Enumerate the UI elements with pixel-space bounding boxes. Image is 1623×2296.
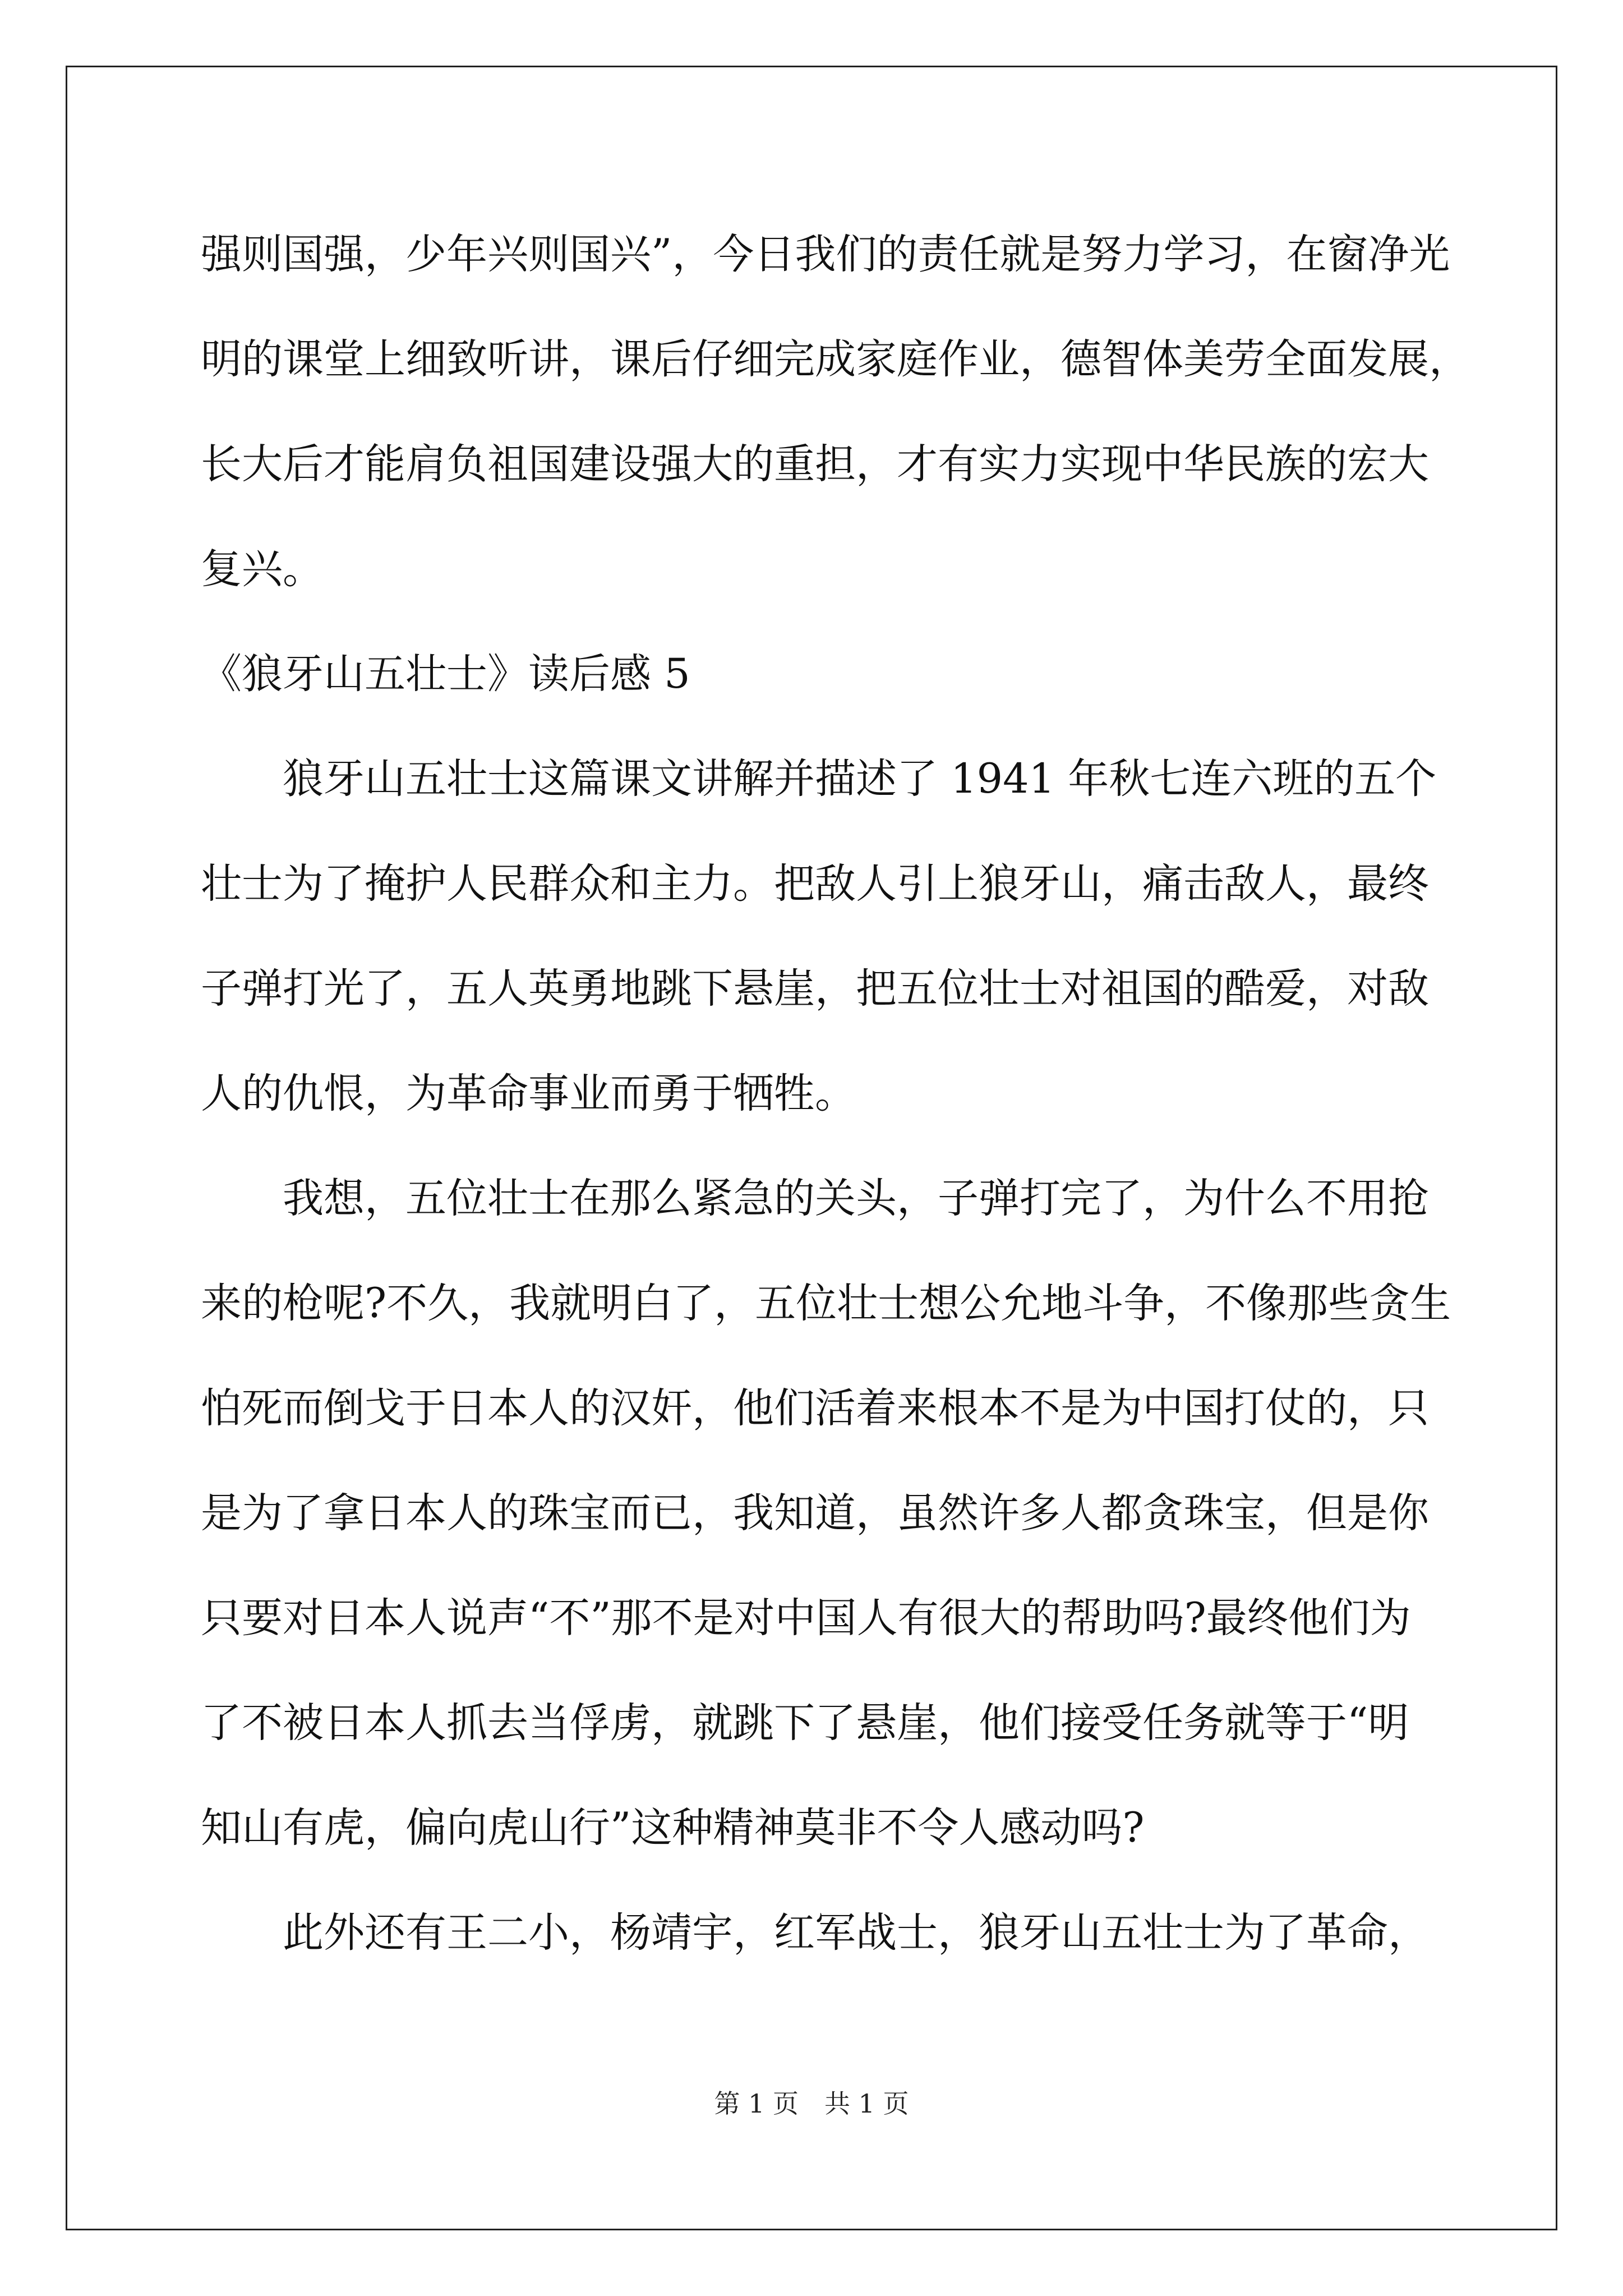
section-heading: 《狼牙山五壮士》读后感 5 — [201, 650, 690, 698]
text-line: 我想，五位壮士在那么紧急的关头，子弹打完了，为什么不用抢 — [283, 1175, 1429, 1222]
text-line: 来的枪呢?不久，我就明白了，五位壮士想公允地斗争，不像那些贪生 — [201, 1280, 1451, 1327]
text-line: 强则国强，少年兴则国兴”，今日我们的责任就是努力学习，在窗净光 — [201, 231, 1450, 278]
text-line: 只要对日本人说声“不”那不是对中国人有很大的帮助吗?最终他们为 — [201, 1594, 1411, 1642]
text-line: 明的课堂上细致听讲，课后仔细完成家庭作业，德智体美劳全面发展， — [201, 335, 1470, 383]
page-footer: 第 1 页 共 1 页 — [714, 2088, 909, 2119]
text-line: 怕死而倒戈于日本人的汉奸，他们活着来根本不是为中国打仗的，只 — [201, 1384, 1429, 1432]
text-line: 此外还有王二小，杨靖宇，红军战士，狼牙山五壮士为了革命， — [283, 1909, 1429, 1957]
text-line: 是为了拿日本人的珠宝而已，我知道，虽然许多人都贪珠宝，但是你 — [201, 1489, 1429, 1537]
text-line: 复兴。 — [201, 545, 324, 593]
text-line: 人的仇恨，为革命事业而勇于牺牲。 — [201, 1070, 856, 1117]
text-line: 知山有虎，偏向虎山行”这种精神莫非不令人感动吗? — [201, 1804, 1145, 1852]
text-line: 壮士为了掩护人民群众和主力。把敌人引上狼牙山，痛击敌人，最终 — [201, 860, 1429, 908]
text-line: 狼牙山五壮士这篇课文讲解并描述了 1941 年秋七连六班的五个 — [283, 755, 1437, 803]
document-body — [201, 202, 1470, 1985]
text-line: 长大后才能肩负祖国建设强大的重担，才有实力实现中华民族的宏大 — [201, 440, 1429, 488]
text-line: 了不被日本人抓去当俘虏，就跳下了悬崖，他们接受任务就等于“明 — [201, 1699, 1409, 1747]
text-line: 子弹打光了，五人英勇地跳下悬崖，把五位壮士对祖国的酷爱，对敌 — [201, 965, 1429, 1013]
